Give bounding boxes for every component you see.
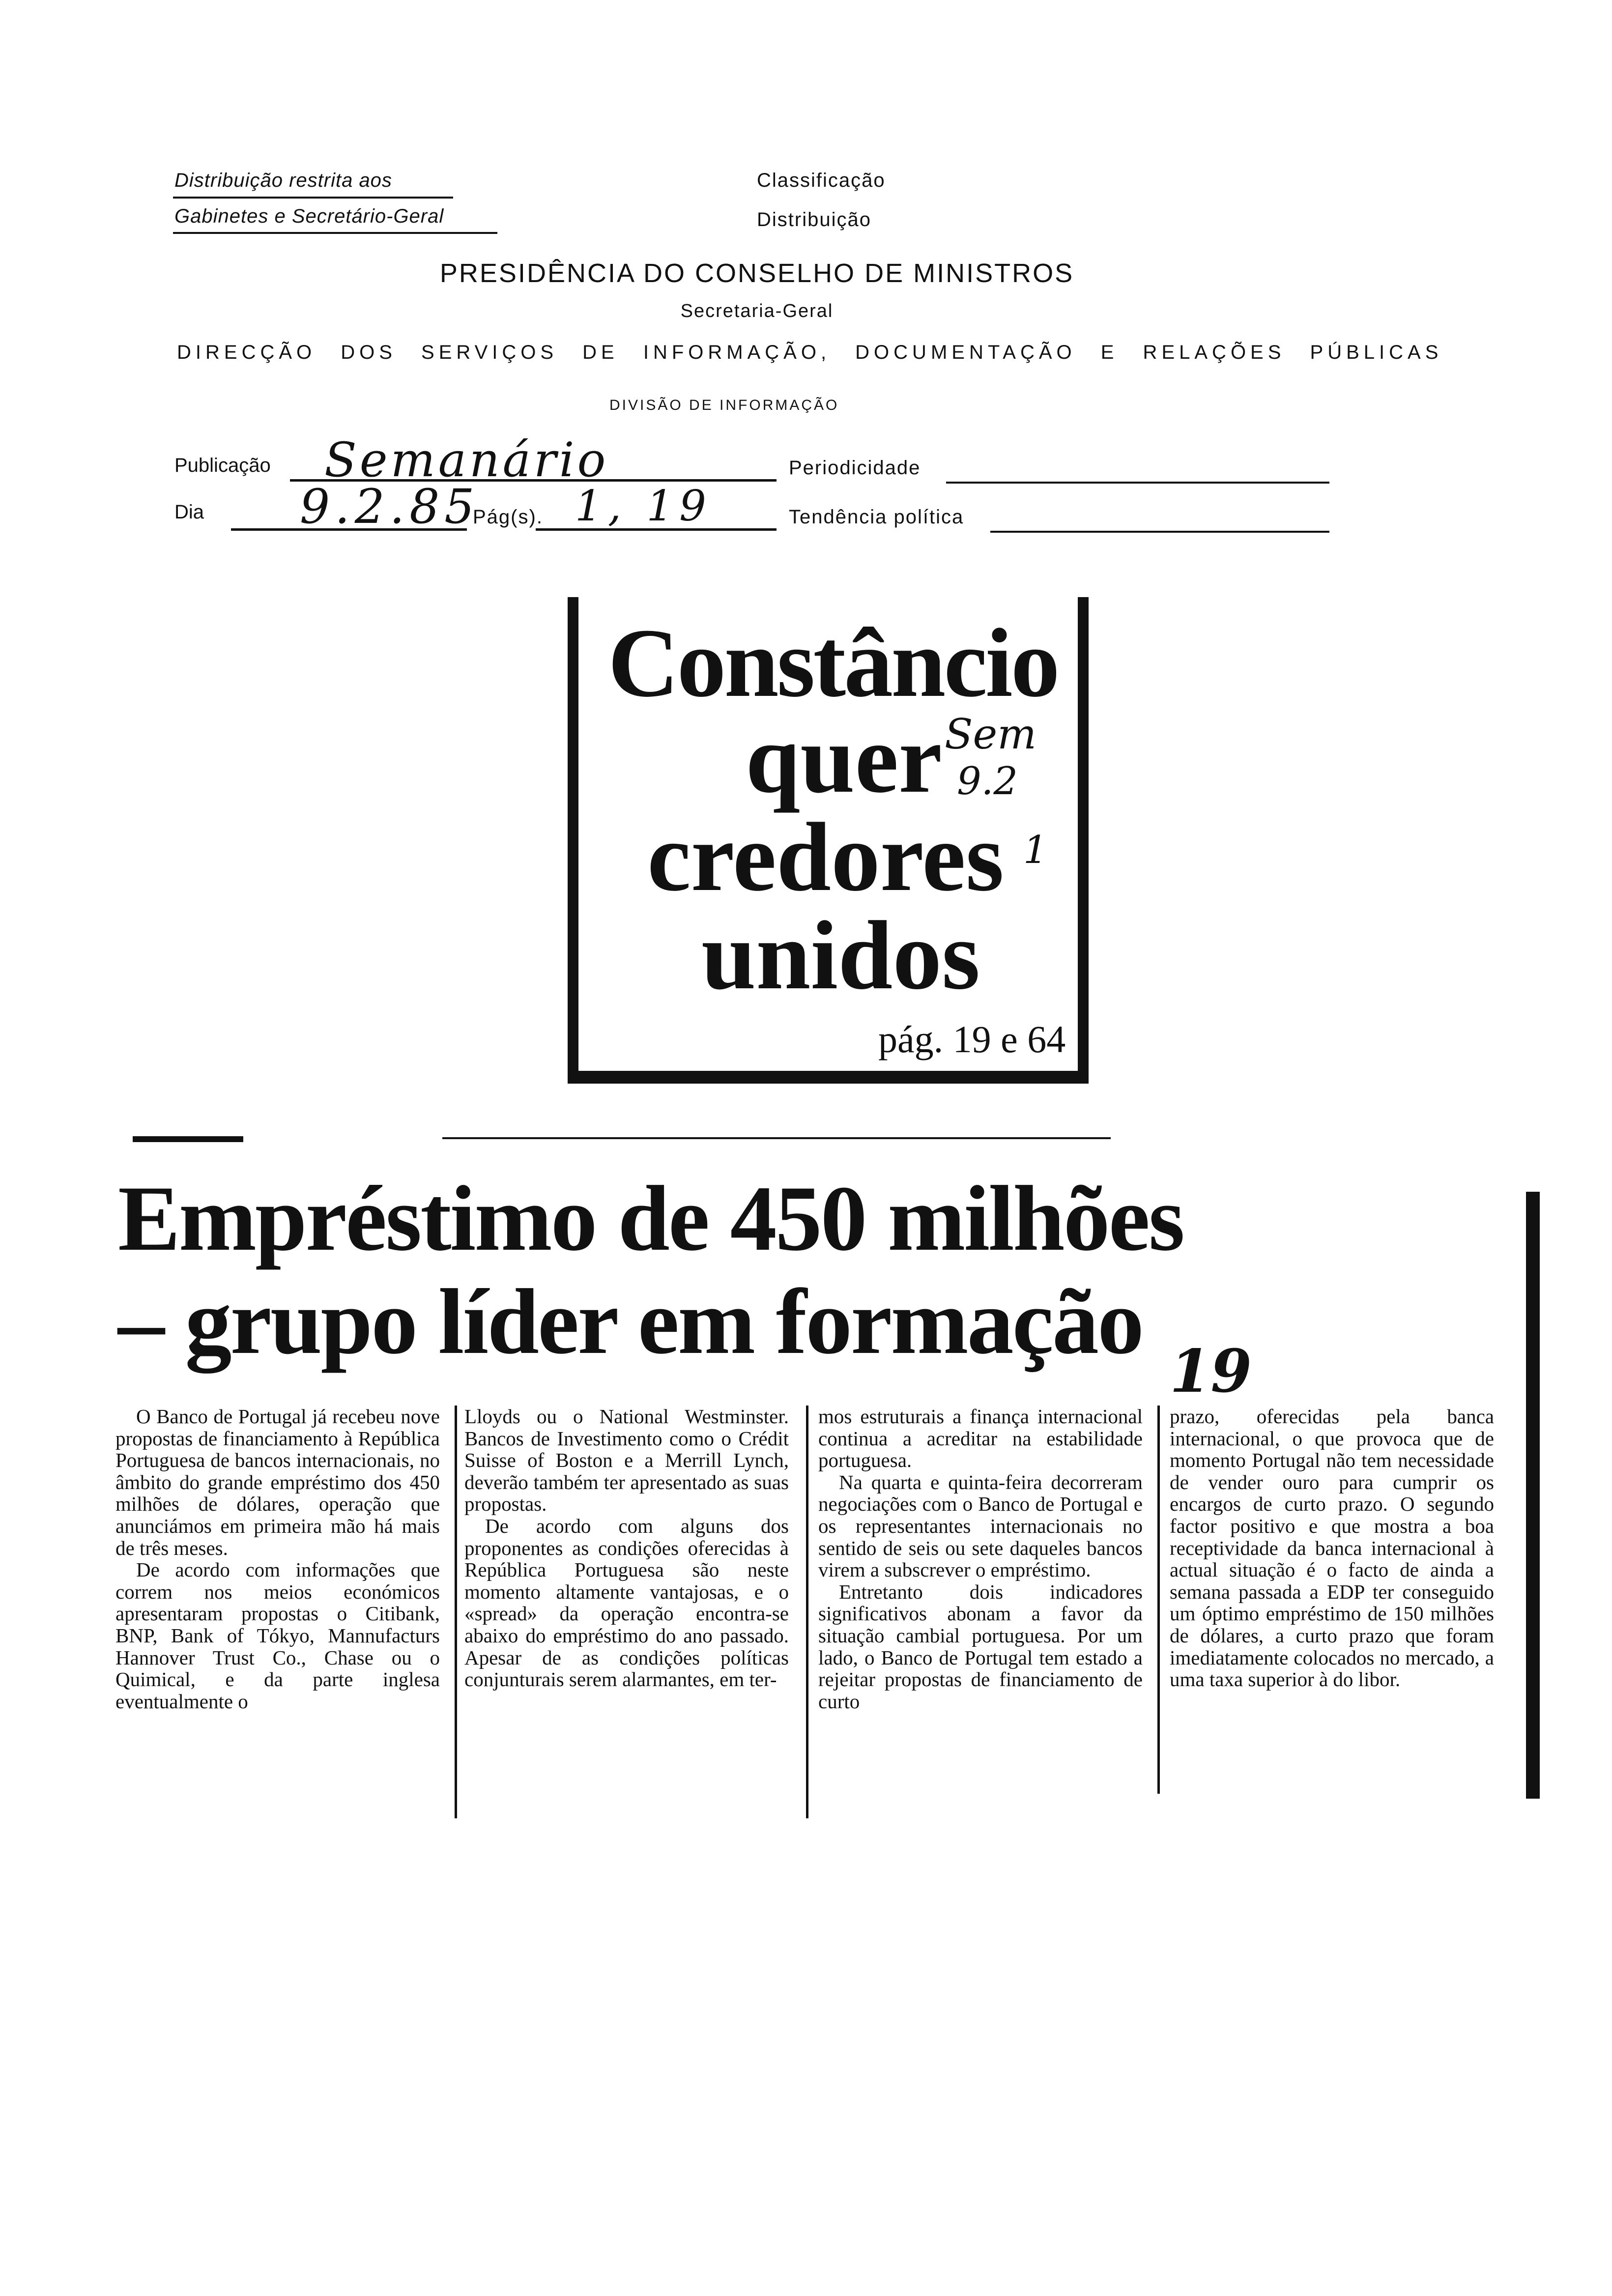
column-separator [455, 1406, 457, 1818]
article-right-margin-bar [1526, 1192, 1540, 1799]
office-title: PRESIDÊNCIA DO CONSELHO DE MINISTROS [439, 258, 1074, 288]
header-underline-2 [173, 232, 497, 234]
teaser-line-credores: credores [647, 803, 1004, 912]
pages-handwritten-value: 1, 19 [575, 482, 712, 531]
teaser-handwritten-note-top: Sem [945, 710, 1036, 758]
teaser-line-constancio: Constâncio [608, 609, 1058, 718]
article-column-2 [464, 1406, 789, 1691]
periodicity-field-line [946, 482, 1329, 484]
column-separator [806, 1406, 808, 1818]
teaser-handwritten-page-mark: 1 [1023, 828, 1048, 872]
article-paragraph: De acordo com alguns dos proponentes as condições oferecidas à República Portuguesa são neste momento altamente vantajosas, e o «spread» da operação encontra-se abaixo do empréstimo do ano passado. Apesar de as condições políticas conjunturais serem alarmantes, em ter- [464, 1514, 789, 1691]
header-underline-1 [173, 197, 453, 199]
article-headline-line1: Empréstimo de 450 milhões [118, 1167, 1183, 1270]
article-paragraph: mos estruturais a finança internacional continua a acreditar na estabilidade portuguesa. [818, 1405, 1143, 1472]
teaser-page-reference: pág. 19 e 64 [878, 1018, 1066, 1061]
political-tendency-label: Tendência política [789, 506, 964, 528]
teaser-handwritten-note-bottom: 9.2 [957, 759, 1018, 804]
pages-label: Pág(s). [473, 506, 543, 528]
distribution-label: Distribuição [757, 209, 871, 230]
article-top-thin-rule [442, 1137, 1111, 1139]
article-handwritten-page-note: 19 [1170, 1337, 1252, 1406]
article-paragraph: prazo, oferecidas pela banca internacional, o que provoca que de momento Portugal não tem necessidade de vender ouro para cumprir os encargos de curto prazo. O segundo factor positivo e que mostra a boa receptividade da banca internacional à actual situação é o facto de ainda a semana passada a EDP ter conseguido um óptimo empréstimo de 150 milhões de dólares, a curto prazo que foram imediatamente colocados no mercado, a uma taxa superior à do libor. [1170, 1405, 1494, 1691]
periodicity-label: Periodicidade [789, 457, 921, 479]
day-label: Dia [174, 501, 204, 523]
distribution-restricted-line2: Gabinetes e Secretário-Geral [174, 205, 444, 227]
publication-handwritten-value: Semanário [324, 432, 609, 488]
article-paragraph: Na quarta e quinta-feira decorreram negociações com o Banco de Portugal e os representantes internacionais no sentido de seis ou sete daqueles bancos virem a subscrever o empréstimo. [818, 1470, 1143, 1581]
teaser-line-quer: quer [746, 705, 942, 813]
teaser-line-unidos: unidos [701, 901, 980, 1010]
article-paragraph: O Banco de Portugal já recebeu nove propostas de financiamento à República Portuguesa de bancos internacionais, no âmbito do grande empréstimo dos 450 milhões de dólares, operação que anunciámos em primeira mão há mais de três meses. [115, 1405, 440, 1559]
political-tendency-field-line [990, 531, 1329, 533]
teaser-box [568, 597, 1089, 1084]
publication-label: Publicação [174, 455, 271, 476]
directorate-line: DIRECÇÃO DOS SERVIÇOS DE INFORMAÇÃO, DOCUMENTAÇÃO E RELAÇÕES PÚBLICAS [177, 342, 1443, 363]
article-paragraph: Lloyds ou o National Westminster. Bancos de Investimento como o Crédit Suisse of Boston e a Merrill Lynch, deverão também ter apresentado as suas propostas. [464, 1405, 789, 1516]
article-top-rule [133, 1136, 243, 1142]
day-handwritten-value: 9.2.85 [300, 479, 480, 534]
article-paragraph: De acordo com informações que correm nos meios económicos apresentaram propostas o Citibank, BNP, Bank of Tókyo, Mannufacturs Hannover Trust Co., Chase ou o Quimical, e da parte inglesa eventualmente o [115, 1558, 440, 1713]
article-headline-line2: – grupo líder em formação [118, 1270, 1143, 1374]
distribution-restricted-line1: Distribuição restrita aos [174, 170, 392, 191]
article-column-1 [115, 1406, 440, 1712]
classification-label: Classificação [757, 170, 886, 191]
article-column-3 [818, 1406, 1143, 1712]
article-paragraph: Entretanto dois indicadores significativos abonam a favor da situação cambial portuguesa. Por um lado, o Banco de Portugal tem estado a rejeitar propostas de financiamento de curto [818, 1580, 1143, 1713]
column-separator [1157, 1406, 1160, 1794]
office-subtitle: Secretaria-Geral [680, 301, 834, 321]
division-line: DIVISÃO DE INFORMAÇÃO [609, 397, 839, 413]
article-column-4 [1170, 1406, 1494, 1691]
